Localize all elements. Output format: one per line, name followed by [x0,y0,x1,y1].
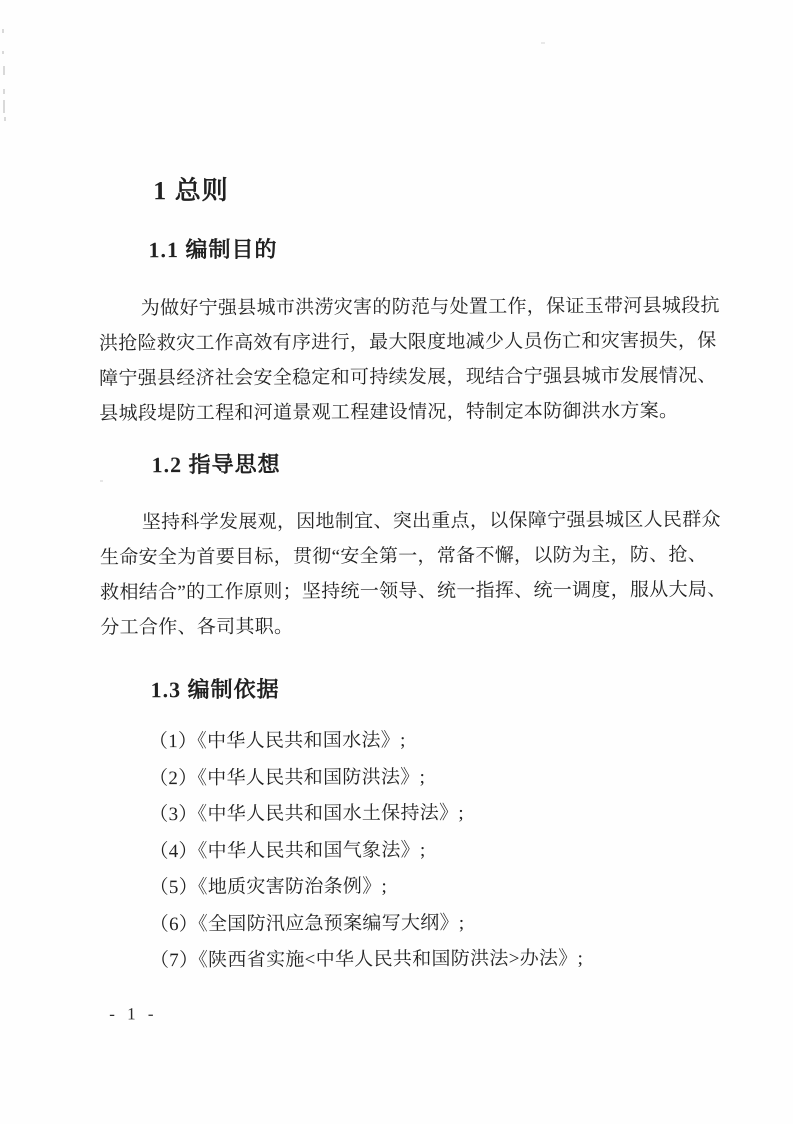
paragraph-line: 洪抢险救灾工作高效有序进行，最大限度地减少人员伤亡和灾害损失，保 [98,330,717,355]
paragraph-line: 生命安全为首要目标，贯彻“安全第一，常备不懈，以防为主，防、抢、 [99,544,708,569]
page-number: - 1 - [109,1004,158,1024]
paragraph-line: 分工合作、各司其职。 [100,616,294,639]
paragraph-line: 县城段堤防工程和河道景观工程建设情况，特制定本防御洪水方案。 [99,400,679,425]
list-item: （4）《中华人民共和国气象法》; [149,839,426,862]
section-heading-1-3: 1.3 编制依据 [150,676,280,703]
list-item: （2）《中华人民共和国防洪法》; [149,766,426,789]
section-heading-1-1: 1.1 编制目的 [148,236,278,263]
paragraph-line: 救相结合”的工作原则；坚持统一领导、统一指挥、统一调度，服从大局、 [100,579,727,604]
paragraph-line: 障宁强县经济社会安全稳定和可持续发展，现结合宁强县城市发展情况、 [99,365,717,390]
paragraph-line: 坚持科学发展观，因地制宜、突出重点，以保障宁强县城区人民群众 [141,509,721,534]
paragraph-line: 为做好宁强县城市洪涝灾害的防范与处置工作，保证玉带河县城段抗 [140,295,720,320]
chapter-heading: 1 总则 [153,175,229,206]
list-item: （5）《地质灾害防治条例》; [149,876,388,899]
reference-list [149,721,710,979]
list-item: （7）《陕西省实施<中华人民共和国防洪法>办法》; [149,948,584,972]
paragraph-guiding-ideology [99,502,727,645]
list-item: （3）《中华人民共和国水土保持法》; [149,802,464,826]
paragraph-purpose [99,288,720,431]
list-item: （6）《全国防汛应急预案编写大纲》; [149,912,465,935]
list-item: （1）《中华人民共和国水法》; [148,729,406,753]
section-heading-1-2: 1.2 指导思想 [151,451,281,478]
